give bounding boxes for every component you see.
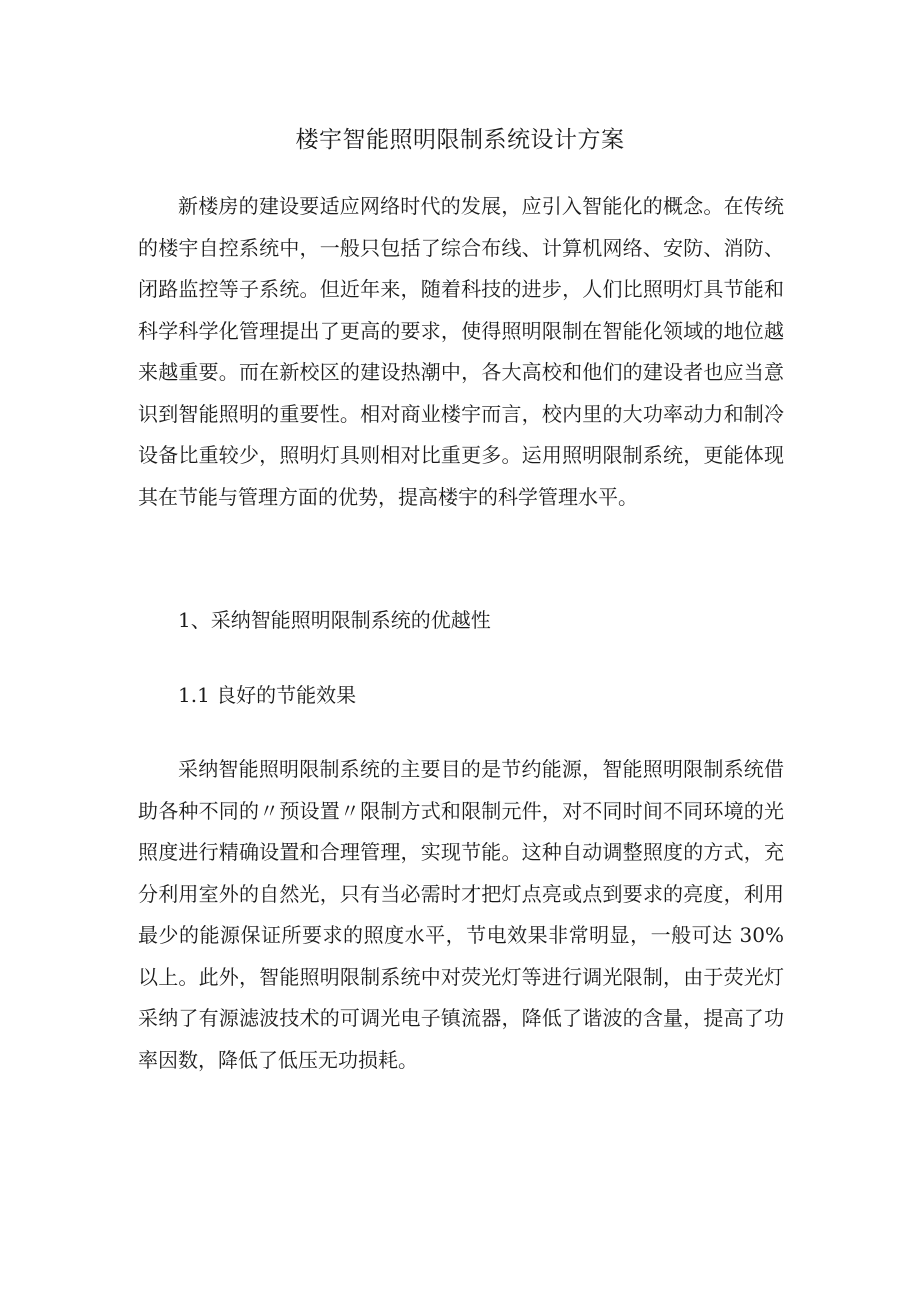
section-1-1-heading: 1.1 良好的节能效果 bbox=[178, 683, 357, 707]
section-1-1-paragraph: 采纳智能照明限制系统的主要目的是节约能源，智能照明限制系统借助各种不同的〃预设置〃限制方式和限制元件，对不同时间不同环境的光照度进行精确设置和合理管理，实现节能。这种自动调整照度的方式，充分利用室外的自然光，只有当必需时才把灯点亮或点到要求的亮度，利用最少的能源保证所要求的照度水平，节电效果非常明显，一般可达 30%以上。此外，智能照明限制系统中对荧光灯等进行调光限制，由于荧光灯采纳了有源滤波技术的可调光电子镇流器，降低了谐波的含量，提高了功率因数，降低了低压无功损耗。 bbox=[138, 757, 784, 1072]
intro-paragraph: 新楼房的建设要适应网络时代的发展，应引入智能化的概念。在传统的楼宇自控系统中，一般只包括了综合布线、计算机网络、安防、消防、闭路监控等子系统。但近年来，随着科技的进步，人们比照明灯具节能和科学科学化管理提出了更高的要求，使得照明限制在智能化领域的地位越来越重要。而在新校区的建设热潮中，各大高校和他们的建设者也应当意识到智能照明的重要性。相对商业楼宇而言，校内里的大功率动力和制冷设备比重较少，照明灯具则相对比重更多。运用照明限制系统，更能体现其在节能与管理方面的优势，提高楼宇的科学管理水平。 bbox=[138, 194, 784, 509]
section-1-heading: 1、采纳智能照明限制系统的优越性 bbox=[178, 608, 491, 632]
document-title: 楼宇智能照明限制系统设计方案 bbox=[295, 127, 625, 153]
